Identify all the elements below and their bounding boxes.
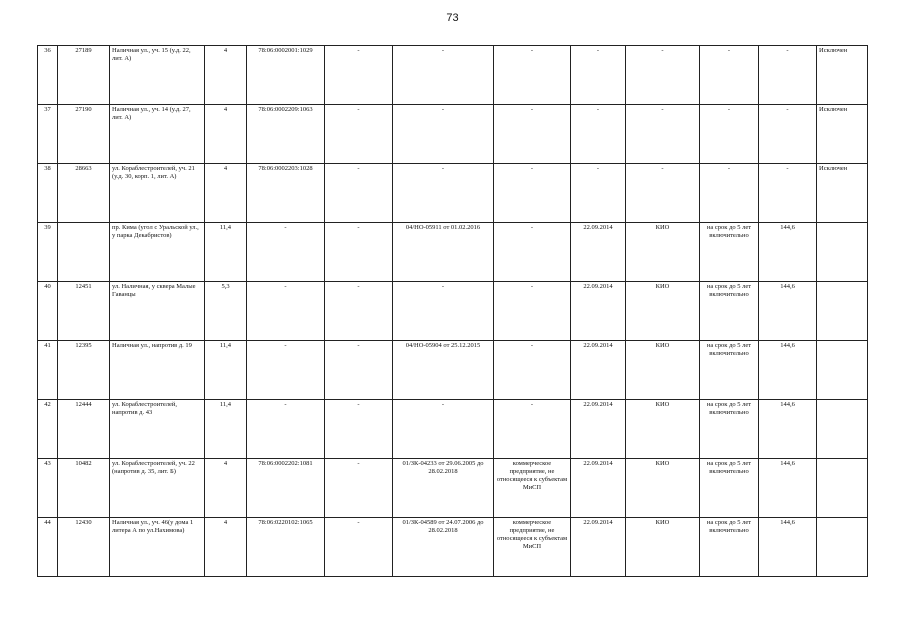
row-number-cell: 40 xyxy=(38,282,58,341)
address-cell: ул. Кораблестроителей, напротив д. 43 xyxy=(110,400,205,459)
address-cell: Наличная ул., уч. 14 (у.д. 27, лит. А) xyxy=(110,105,205,164)
term-cell: на срок до 5 лет включительно xyxy=(700,400,759,459)
cadastral-number-cell: - xyxy=(247,400,325,459)
rate-cell: 144,6 xyxy=(759,282,817,341)
column-6-cell: - xyxy=(325,518,393,577)
row-number-cell: 36 xyxy=(38,46,58,105)
status-cell xyxy=(817,341,868,400)
address-cell: Наличная ул., напротив д. 19 xyxy=(110,341,205,400)
contract-cell: - xyxy=(393,400,494,459)
table-row xyxy=(38,164,868,223)
organization-cell: КИО xyxy=(626,518,700,577)
tenant-type-cell: - xyxy=(494,400,571,459)
column-6-cell: - xyxy=(325,459,393,518)
status-cell: Исключен xyxy=(817,164,868,223)
term-cell: - xyxy=(700,105,759,164)
address-cell: ул. Наличная, у сквера Малые Гаванцы xyxy=(110,282,205,341)
date-cell: - xyxy=(571,164,626,223)
term-cell: - xyxy=(700,164,759,223)
object-id-cell: 28663 xyxy=(58,164,110,223)
row-number-cell: 38 xyxy=(38,164,58,223)
cadastral-number-cell: - xyxy=(247,341,325,400)
contract-cell: - xyxy=(393,46,494,105)
object-id-cell: 10482 xyxy=(58,459,110,518)
date-cell: 22.09.2014 xyxy=(571,223,626,282)
column-6-cell: - xyxy=(325,105,393,164)
row-number-cell: 39 xyxy=(38,223,58,282)
row-number-cell: 41 xyxy=(38,341,58,400)
object-id-cell: 27190 xyxy=(58,105,110,164)
term-cell: на срок до 5 лет включительно xyxy=(700,282,759,341)
term-cell: на срок до 5 лет включительно xyxy=(700,459,759,518)
tenant-type-cell: коммерческое предприятие, не относящееся к субъектам МиСП xyxy=(494,459,571,518)
date-cell: 22.09.2014 xyxy=(571,341,626,400)
status-cell xyxy=(817,518,868,577)
object-id-cell: 12451 xyxy=(58,282,110,341)
organization-cell: КИО xyxy=(626,223,700,282)
rate-cell: 144,6 xyxy=(759,341,817,400)
rate-cell: 144,6 xyxy=(759,459,817,518)
table-row xyxy=(38,223,868,282)
date-cell: - xyxy=(571,46,626,105)
column-6-cell: - xyxy=(325,400,393,459)
area-cell: 4 xyxy=(205,46,247,105)
tenant-type-cell: - xyxy=(494,105,571,164)
contract-cell: 01/ЗК-04233 от 29.06.2005 до 28.02.2018 xyxy=(393,459,494,518)
address-cell: ул. Кораблестроителей, уч. 21 (у.д. 30, корп. 1, лит. А) xyxy=(110,164,205,223)
column-6-cell: - xyxy=(325,341,393,400)
status-cell xyxy=(817,459,868,518)
rate-cell: - xyxy=(759,164,817,223)
term-cell: на срок до 5 лет включительно xyxy=(700,223,759,282)
rate-cell: 144,6 xyxy=(759,400,817,459)
column-6-cell: - xyxy=(325,223,393,282)
organization-cell: - xyxy=(626,164,700,223)
area-cell: 4 xyxy=(205,459,247,518)
area-cell: 4 xyxy=(205,164,247,223)
organization-cell: КИО xyxy=(626,282,700,341)
organization-cell: КИО xyxy=(626,459,700,518)
status-cell xyxy=(817,223,868,282)
row-number-cell: 43 xyxy=(38,459,58,518)
tenant-type-cell: - xyxy=(494,223,571,282)
term-cell: - xyxy=(700,46,759,105)
object-id-cell: 12444 xyxy=(58,400,110,459)
column-6-cell: - xyxy=(325,164,393,223)
status-cell xyxy=(817,282,868,341)
tenant-type-cell: - xyxy=(494,46,571,105)
table-row xyxy=(38,46,868,105)
cadastral-number-cell: - xyxy=(247,223,325,282)
term-cell: на срок до 5 лет включительно xyxy=(700,341,759,400)
rate-cell: 144,6 xyxy=(759,518,817,577)
tenant-type-cell: - xyxy=(494,164,571,223)
organization-cell: - xyxy=(626,46,700,105)
table-row xyxy=(38,400,868,459)
object-id-cell xyxy=(58,223,110,282)
area-cell: 4 xyxy=(205,105,247,164)
address-cell: ул. Кораблестроителей, уч. 22 (напротив д. 35, лит. Б) xyxy=(110,459,205,518)
object-id-cell: 12430 xyxy=(58,518,110,577)
address-cell: Наличная ул., уч. 46(у дома 1 литера А по ул.Нахимова) xyxy=(110,518,205,577)
object-id-cell: 27189 xyxy=(58,46,110,105)
table-row xyxy=(38,341,868,400)
cadastral-number-cell: 78:06:0002202:1081 xyxy=(247,459,325,518)
date-cell: 22.09.2014 xyxy=(571,400,626,459)
page-number: 73 xyxy=(446,12,459,24)
row-number-cell: 37 xyxy=(38,105,58,164)
date-cell: 22.09.2014 xyxy=(571,459,626,518)
cadastral-number-cell: 78:06:0220102:1065 xyxy=(247,518,325,577)
row-number-cell: 42 xyxy=(38,400,58,459)
contract-cell: 04/НО-05904 от 25.12.2015 xyxy=(393,341,494,400)
cadastral-number-cell: - xyxy=(247,282,325,341)
rate-cell: - xyxy=(759,105,817,164)
date-cell: - xyxy=(571,105,626,164)
area-cell: 11,4 xyxy=(205,400,247,459)
contract-cell: - xyxy=(393,282,494,341)
table-row xyxy=(38,459,868,518)
tenant-type-cell: - xyxy=(494,282,571,341)
organization-cell: КИО xyxy=(626,341,700,400)
rate-cell: 144,6 xyxy=(759,223,817,282)
organization-cell: - xyxy=(626,105,700,164)
status-cell: Исключен xyxy=(817,46,868,105)
cadastral-number-cell: 78:06:0002209:1063 xyxy=(247,105,325,164)
area-cell: 5,3 xyxy=(205,282,247,341)
area-cell: 11,4 xyxy=(205,223,247,282)
date-cell: 22.09.2014 xyxy=(571,518,626,577)
column-6-cell: - xyxy=(325,46,393,105)
column-6-cell: - xyxy=(325,282,393,341)
status-cell xyxy=(817,400,868,459)
contract-cell: 04/НО-05911 от 01.02.2016 xyxy=(393,223,494,282)
area-cell: 11,4 xyxy=(205,341,247,400)
address-cell: Наличная ул., уч. 15 (у.д. 22, лит. А) xyxy=(110,46,205,105)
cadastral-number-cell: 78:06:0002203:1028 xyxy=(247,164,325,223)
table-row xyxy=(38,282,868,341)
term-cell: на срок до 5 лет включительно xyxy=(700,518,759,577)
organization-cell: КИО xyxy=(626,400,700,459)
address-cell: пр. Кима (угол с Уральской ул., у парка Декабристов) xyxy=(110,223,205,282)
table-row xyxy=(38,105,868,164)
tenant-type-cell: коммерческое предприятие, не относящееся к субъектам МиСП xyxy=(494,518,571,577)
tenant-type-cell: - xyxy=(494,341,571,400)
object-id-cell: 12395 xyxy=(58,341,110,400)
row-number-cell: 44 xyxy=(38,518,58,577)
register-table xyxy=(37,45,868,577)
table-body xyxy=(38,46,868,577)
contract-cell: 01/ЗК-04589 от 24.07.2006 до 28.02.2018 xyxy=(393,518,494,577)
contract-cell: - xyxy=(393,105,494,164)
area-cell: 4 xyxy=(205,518,247,577)
rate-cell: - xyxy=(759,46,817,105)
contract-cell: - xyxy=(393,164,494,223)
table-row xyxy=(38,518,868,577)
status-cell: Исключен xyxy=(817,105,868,164)
date-cell: 22.09.2014 xyxy=(571,282,626,341)
cadastral-number-cell: 78:06:0002001:1029 xyxy=(247,46,325,105)
